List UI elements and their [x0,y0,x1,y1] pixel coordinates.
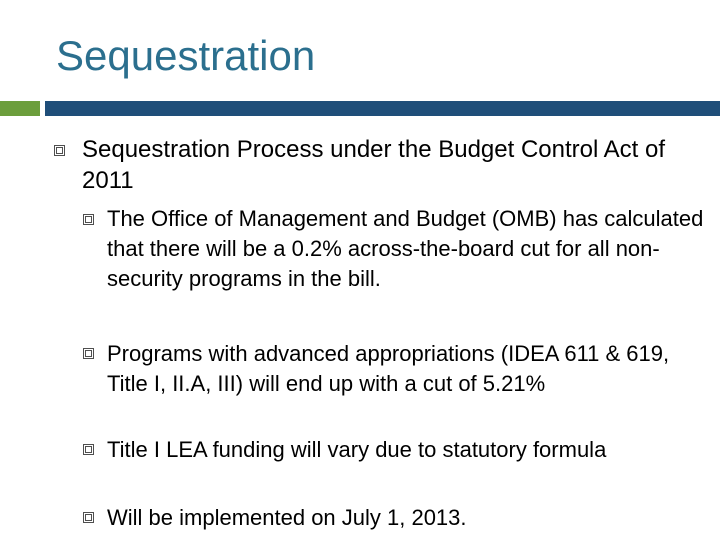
square-bullet-icon [54,145,65,156]
title-underline-bar [45,101,720,116]
square-bullet-icon [83,214,94,225]
square-bullet-icon [83,512,94,523]
square-bullet-icon [83,348,94,359]
sub-bullet-text: Title I LEA funding will vary due to statutory formula [107,437,607,462]
sub-bullet-text: Programs with advanced appropriations (IDEA 611 & 619, Title I, II.A, III) will end up with a cut of 5.21% [107,341,670,396]
square-bullet-icon [83,444,94,455]
slide-title: Sequestration [56,32,316,79]
main-bullet-text: Sequestration Process under the Budget Control Act of 2011 [82,136,666,194]
title-underline-accent [0,101,40,116]
sub-bullet-text: The Office of Management and Budget (OMB) has calculated that there will be a 0.2% across-the-board cut for all non-security programs in the bill. [107,206,704,291]
sub-bullet-text: Will be implemented on July 1, 2013. [107,505,467,530]
